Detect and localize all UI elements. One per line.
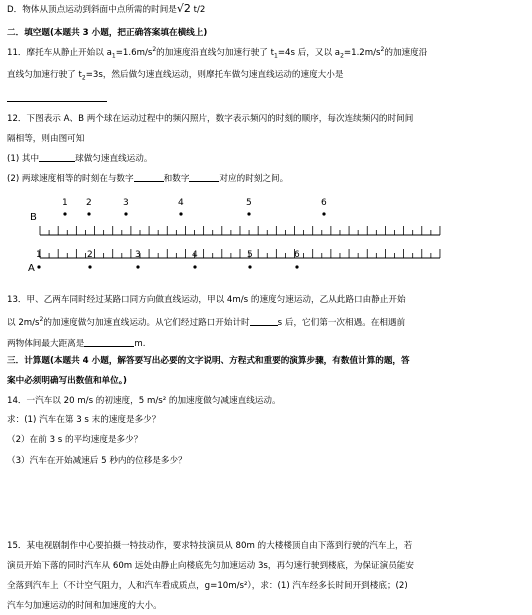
ball-b-number: 6 bbox=[321, 198, 327, 208]
option-d bbox=[7, 3, 526, 16]
ball-b-dot bbox=[322, 212, 325, 215]
q13-line1: 13．甲、乙两车同时经过某路口同方向做直线运动，甲以 4m/s 的速度匀速运动，乙从此路口由静止开始 bbox=[7, 295, 406, 305]
ball-b-number: 4 bbox=[178, 198, 184, 208]
sqrt-symbol: √2 bbox=[176, 2, 191, 15]
ball-b-number: 3 bbox=[123, 198, 129, 208]
q12-blank-2[interactable] bbox=[134, 172, 164, 182]
ball-a-number: 3 bbox=[135, 250, 141, 260]
section-2-heading: 二．填空题(本题共 3 小题，把正确答案填在横线上) bbox=[7, 28, 208, 38]
ball-b-positions bbox=[62, 198, 327, 216]
ball-a-number: 2 bbox=[87, 250, 93, 260]
ruler-b bbox=[40, 226, 440, 235]
ball-b-dot bbox=[179, 212, 182, 215]
ball-a-dot bbox=[193, 265, 196, 268]
q11-line2: 直线匀加速行驶了 $t_2=3s$，然后做匀速直线运动，则摩托车做匀速直线运动的速度大小是 bbox=[7, 70, 344, 82]
q13-blank-2[interactable] bbox=[84, 337, 134, 347]
q11-answer-blank[interactable] bbox=[7, 92, 526, 105]
q14-line1: 14．一汽车以 20 m/s 的初速度，5 m/s² 的加速度做匀减速直线运动。 bbox=[7, 396, 281, 406]
ball-a-dot bbox=[37, 265, 40, 268]
q12-part2: (2) 两球速度相等的时刻在与数字 和数字 对应的时刻之间。 bbox=[7, 174, 289, 184]
q12-line1: 12．下图表示 A、B 两个球在运动过程中的频闪照片，数字表示频闪的时刻的顺序，每次连续频闪的时间间 bbox=[7, 114, 414, 124]
ball-a-dot bbox=[136, 265, 139, 268]
ball-b-number: 5 bbox=[246, 198, 252, 208]
ruler-a bbox=[40, 249, 440, 258]
section-3-heading-2: 案中必须明确写出数值和单位。) bbox=[7, 376, 127, 386]
ball-a-number: 1 bbox=[36, 250, 42, 260]
q15-line2: 演员开始下落的同时汽车从 60m 远处由静止向楼底先匀加速运动 3s，再匀速行驶到楼底，为保证演员能安 bbox=[7, 561, 414, 571]
ball-b-dot bbox=[87, 212, 90, 215]
q12-line2: 隔相等，则由图可知 bbox=[7, 134, 85, 144]
q11-line1: 11．摩托车从静止开始以 $a_1=1.6m/s^2$的加速度沿直线匀加速行驶了 $t_1=4s$ 后，又以 $a_2=1.2m/s^2$的加速度沿 bbox=[7, 46, 428, 60]
q12-part1: (1) 其中 球做匀速直线运动。 bbox=[7, 154, 153, 164]
q15-line3: 全落到汽车上（不计空气阻力，人和汽车看成质点，g=10m/s²），求：(1) 汽车经多长时间开到楼底；(2) bbox=[7, 581, 408, 591]
q15-line1: 15．某电视剧制作中心要拍摄一特技动作，要求特技演员从 80m 的大楼楼顶自由下落到行驶的汽车上，若 bbox=[7, 541, 413, 551]
q13-blank-1[interactable] bbox=[250, 316, 278, 326]
q14-line4: （3）汽车在开始减速后 5 秒内的位移是多少？ bbox=[7, 456, 187, 466]
q14-line3: （2）在前 3 s 的平均速度是多少？ bbox=[7, 435, 143, 445]
ball-b-number: 2 bbox=[86, 198, 92, 208]
ball-a-number: 4 bbox=[192, 250, 198, 260]
ball-a-positions bbox=[36, 250, 300, 269]
ball-a-dot bbox=[248, 265, 251, 268]
strobe-photo-diagram bbox=[0, 190, 532, 280]
ball-b-dot bbox=[63, 212, 66, 215]
ball-a-dot bbox=[295, 265, 298, 268]
q15-line4: 汽车匀加速运动的时间和加速度的大小。 bbox=[7, 601, 162, 611]
option-d-tail: t/2 bbox=[190, 5, 206, 15]
q13-line3: 两物体间最大距离是 m. bbox=[7, 339, 146, 349]
q13-line2: 以 $2m/s^2$的加速度做匀加速直线运动。从它们经过路口开始计时 s 后，它们第一次相遇。在相遇前 bbox=[7, 316, 406, 328]
label-b: B bbox=[30, 212, 37, 223]
ball-b-dot bbox=[247, 212, 250, 215]
ball-a-number: 6 bbox=[294, 250, 300, 260]
ball-a-dot bbox=[88, 265, 91, 268]
label-a: A bbox=[28, 263, 35, 274]
ball-b-dot bbox=[124, 212, 127, 215]
ball-b-number: 1 bbox=[62, 198, 68, 208]
q12-blank-1[interactable] bbox=[39, 152, 75, 162]
ball-a-number: 5 bbox=[247, 250, 253, 260]
section-3-heading-1: 三．计算题(本题共 4 小题，解答要写出必要的文字说明、方程式和重要的演算步骤，有数值计算的题，答 bbox=[7, 356, 410, 366]
q12-blank-3[interactable] bbox=[189, 172, 219, 182]
option-d-text: D．物体从顶点运动到斜面中点所需的时间是 bbox=[7, 5, 177, 15]
q14-line2: 求：(1) 汽车在第 3 s 末的速度是多少？ bbox=[7, 415, 161, 425]
